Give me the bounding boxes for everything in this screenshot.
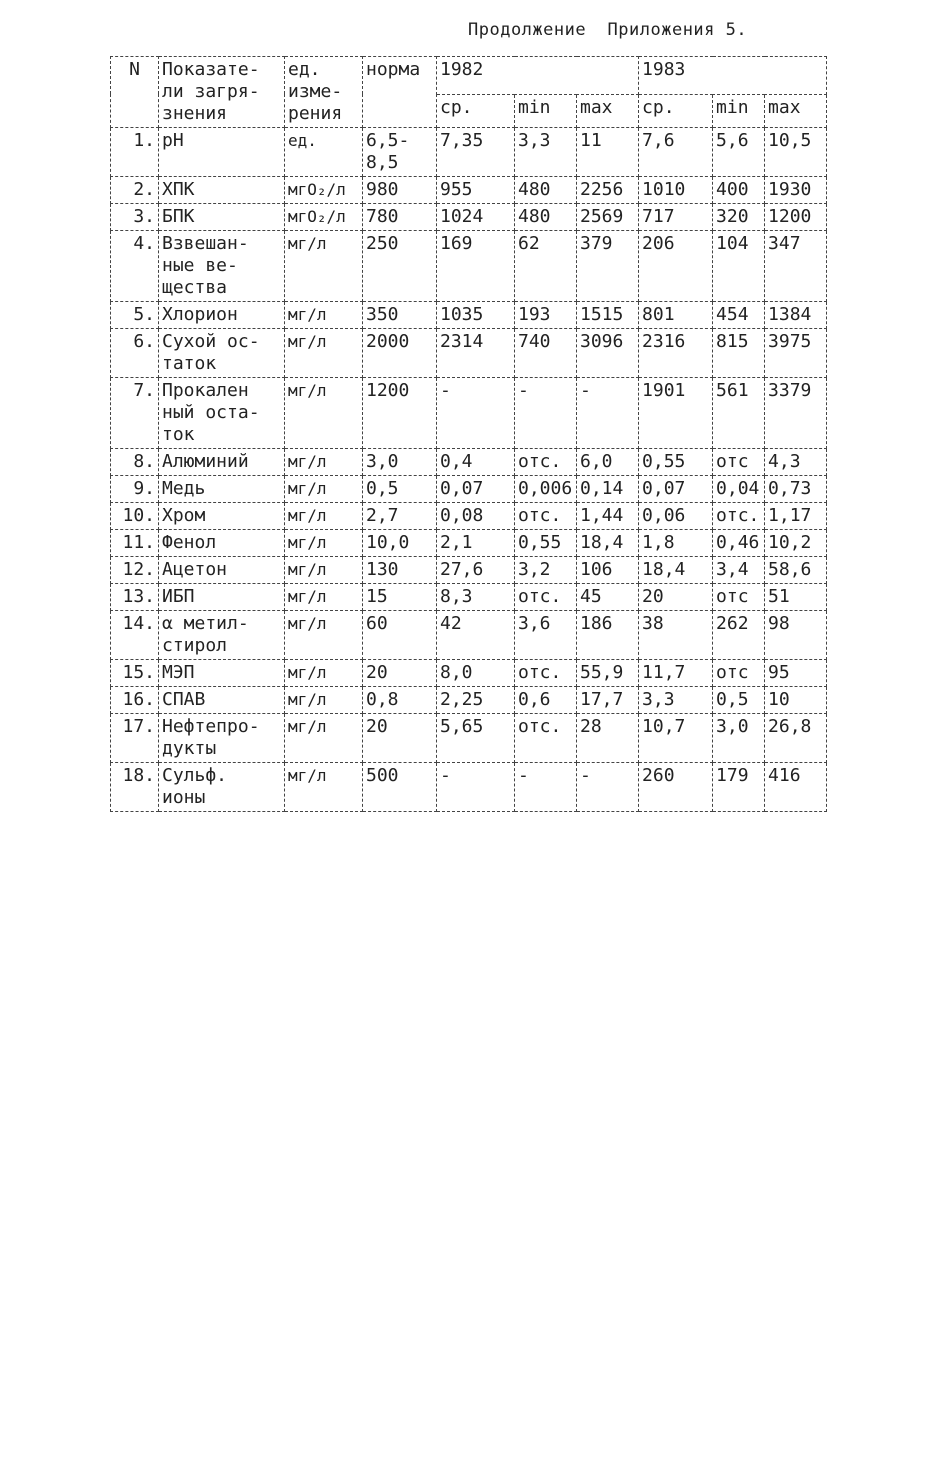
indicator-name: Хром (159, 503, 285, 530)
min-1983-cell: 179 (713, 763, 765, 812)
indicator-name: Алюминий (159, 449, 285, 476)
indicator-name: α метил- стирол (159, 611, 285, 660)
min-1982-cell: 62 (515, 231, 577, 302)
row-number: 12. (111, 557, 159, 584)
avg-1982-cell: 0,4 (437, 449, 515, 476)
row-number: 16. (111, 687, 159, 714)
table-row (111, 231, 827, 302)
max-1982-cell: 0,14 (577, 476, 639, 503)
unit-cell: мг/л (285, 557, 363, 584)
indicator-name: Взвешан- ные ве- щества (159, 231, 285, 302)
avg-1982-cell: 2,25 (437, 687, 515, 714)
unit-cell: мг/л (285, 660, 363, 687)
avg-1983-cell: 0,07 (639, 476, 713, 503)
min-1982-cell: 480 (515, 204, 577, 231)
avg-1983-cell: 38 (639, 611, 713, 660)
min-1982-cell: - (515, 763, 577, 812)
table-row (111, 660, 827, 687)
min-1983-cell: отс (713, 660, 765, 687)
subheader-min: min (713, 94, 765, 127)
unit-cell: мг/л (285, 449, 363, 476)
avg-1983-cell: 1,8 (639, 530, 713, 557)
unit-cell: мг/л (285, 611, 363, 660)
avg-1983-cell: 1010 (639, 177, 713, 204)
avg-1982-cell: 0,08 (437, 503, 515, 530)
unit-cell: мгО₂/л (285, 204, 363, 231)
unit-cell: мг/л (285, 687, 363, 714)
avg-1983-cell: 206 (639, 231, 713, 302)
indicator-name: СПАВ (159, 687, 285, 714)
unit-cell: мг/л (285, 302, 363, 329)
table-row (111, 449, 827, 476)
norm-cell: 60 (363, 611, 437, 660)
max-1983-cell: 10,5 (765, 128, 827, 177)
min-1982-cell: 0,6 (515, 687, 577, 714)
avg-1982-cell: 8,3 (437, 584, 515, 611)
max-1983-cell: 347 (765, 231, 827, 302)
unit-cell: мгО₂/л (285, 177, 363, 204)
avg-1983-cell: 2316 (639, 329, 713, 378)
row-number: 14. (111, 611, 159, 660)
avg-1983-cell: 1901 (639, 378, 713, 449)
avg-1983-cell: 20 (639, 584, 713, 611)
row-number: 3. (111, 204, 159, 231)
table-row (111, 687, 827, 714)
max-1982-cell: 11 (577, 128, 639, 177)
table-row (111, 476, 827, 503)
avg-1982-cell: 169 (437, 231, 515, 302)
indicator-name: Ацетон (159, 557, 285, 584)
avg-1983-cell: 10,7 (639, 714, 713, 763)
min-1983-cell: 3,0 (713, 714, 765, 763)
avg-1983-cell: 3,3 (639, 687, 713, 714)
norm-cell: 350 (363, 302, 437, 329)
unit-cell: мг/л (285, 584, 363, 611)
min-1982-cell: 740 (515, 329, 577, 378)
row-number: 9. (111, 476, 159, 503)
max-1983-cell: 10 (765, 687, 827, 714)
max-1982-cell: 45 (577, 584, 639, 611)
norm-cell: 6,5- 8,5 (363, 128, 437, 177)
max-1982-cell: 379 (577, 231, 639, 302)
row-number: 8. (111, 449, 159, 476)
min-1983-cell: 3,4 (713, 557, 765, 584)
min-1983-cell: отс (713, 584, 765, 611)
max-1982-cell: - (577, 763, 639, 812)
min-1982-cell: 193 (515, 302, 577, 329)
header-norm: норма (363, 57, 437, 128)
avg-1982-cell: 1035 (437, 302, 515, 329)
table-row (111, 302, 827, 329)
subheader-max: max (765, 94, 827, 127)
min-1983-cell: 5,6 (713, 128, 765, 177)
min-1982-cell: 0,006 (515, 476, 577, 503)
indicator-name: Прокален ный оста- ток (159, 378, 285, 449)
table-row (111, 611, 827, 660)
min-1983-cell: 561 (713, 378, 765, 449)
row-number: 1. (111, 128, 159, 177)
min-1982-cell: отс. (515, 449, 577, 476)
min-1983-cell: 454 (713, 302, 765, 329)
row-number: 5. (111, 302, 159, 329)
row-number: 15. (111, 660, 159, 687)
subheader-avg: ср. (437, 94, 515, 127)
min-1983-cell: 0,04 (713, 476, 765, 503)
max-1983-cell: 1200 (765, 204, 827, 231)
norm-cell: 250 (363, 231, 437, 302)
table-row (111, 204, 827, 231)
max-1983-cell: 1384 (765, 302, 827, 329)
min-1983-cell: 320 (713, 204, 765, 231)
min-1982-cell: отс. (515, 503, 577, 530)
indicator-name: pH (159, 128, 285, 177)
norm-cell: 2000 (363, 329, 437, 378)
header-indicator: Показате- ли загря- знения (159, 57, 285, 128)
avg-1982-cell: 0,07 (437, 476, 515, 503)
norm-cell: 780 (363, 204, 437, 231)
max-1983-cell: 95 (765, 660, 827, 687)
subheader-min: min (515, 94, 577, 127)
row-number: 6. (111, 329, 159, 378)
table-row (111, 503, 827, 530)
norm-cell: 0,8 (363, 687, 437, 714)
max-1982-cell: 55,9 (577, 660, 639, 687)
unit-cell: ед. (285, 128, 363, 177)
norm-cell: 10,0 (363, 530, 437, 557)
norm-cell: 20 (363, 660, 437, 687)
subheader-max: max (577, 94, 639, 127)
table-row (111, 584, 827, 611)
min-1983-cell: 262 (713, 611, 765, 660)
max-1983-cell: 1930 (765, 177, 827, 204)
max-1983-cell: 4,3 (765, 449, 827, 476)
indicator-name: БПК (159, 204, 285, 231)
avg-1982-cell: 2314 (437, 329, 515, 378)
min-1982-cell: отс. (515, 584, 577, 611)
avg-1982-cell: 42 (437, 611, 515, 660)
table-row (111, 763, 827, 812)
norm-cell: 15 (363, 584, 437, 611)
avg-1983-cell: 11,7 (639, 660, 713, 687)
row-number: 10. (111, 503, 159, 530)
norm-cell: 500 (363, 763, 437, 812)
max-1982-cell: 2256 (577, 177, 639, 204)
indicator-name: Сульф. ионы (159, 763, 285, 812)
min-1983-cell: 0,46 (713, 530, 765, 557)
unit-cell: мг/л (285, 714, 363, 763)
max-1982-cell: 28 (577, 714, 639, 763)
indicator-name: Медь (159, 476, 285, 503)
row-number: 17. (111, 714, 159, 763)
header-year-1982: 1982 (437, 57, 639, 95)
max-1983-cell: 58,6 (765, 557, 827, 584)
unit-cell: мг/л (285, 378, 363, 449)
avg-1982-cell: 2,1 (437, 530, 515, 557)
min-1982-cell: отс. (515, 660, 577, 687)
unit-cell: мг/л (285, 763, 363, 812)
max-1983-cell: 0,73 (765, 476, 827, 503)
appendix-caption: Продолжение Приложения 5. (468, 20, 748, 40)
avg-1982-cell: 1024 (437, 204, 515, 231)
min-1982-cell: отс. (515, 714, 577, 763)
max-1982-cell: 3096 (577, 329, 639, 378)
avg-1983-cell: 0,55 (639, 449, 713, 476)
table-row (111, 530, 827, 557)
avg-1982-cell: 8,0 (437, 660, 515, 687)
min-1982-cell: 3,6 (515, 611, 577, 660)
min-1982-cell: 3,2 (515, 557, 577, 584)
max-1983-cell: 3379 (765, 378, 827, 449)
indicator-name: ИБП (159, 584, 285, 611)
header-n: N (111, 57, 159, 128)
indicator-name: Фенол (159, 530, 285, 557)
min-1983-cell: 815 (713, 329, 765, 378)
table-row (111, 557, 827, 584)
indicator-name: Нефтепро- дукты (159, 714, 285, 763)
norm-cell: 20 (363, 714, 437, 763)
unit-cell: мг/л (285, 231, 363, 302)
unit-cell: мг/л (285, 476, 363, 503)
max-1982-cell: 1515 (577, 302, 639, 329)
min-1982-cell: - (515, 378, 577, 449)
min-1982-cell: 3,3 (515, 128, 577, 177)
avg-1983-cell: 0,06 (639, 503, 713, 530)
indicator-name: Сухой ос- таток (159, 329, 285, 378)
table-row (111, 329, 827, 378)
min-1982-cell: 0,55 (515, 530, 577, 557)
table-row (111, 128, 827, 177)
table-row (111, 177, 827, 204)
row-number: 18. (111, 763, 159, 812)
min-1983-cell: отс. (713, 503, 765, 530)
indicator-name: Хлорион (159, 302, 285, 329)
max-1982-cell: 17,7 (577, 687, 639, 714)
table-row (111, 714, 827, 763)
subheader-avg: ср. (639, 94, 713, 127)
table-row (111, 378, 827, 449)
max-1983-cell: 10,2 (765, 530, 827, 557)
unit-cell: мг/л (285, 503, 363, 530)
min-1983-cell: 400 (713, 177, 765, 204)
avg-1983-cell: 7,6 (639, 128, 713, 177)
header-year-1983: 1983 (639, 57, 827, 95)
avg-1982-cell: 5,65 (437, 714, 515, 763)
max-1982-cell: 186 (577, 611, 639, 660)
row-number: 13. (111, 584, 159, 611)
avg-1983-cell: 717 (639, 204, 713, 231)
indicator-name: ХПК (159, 177, 285, 204)
pollution-table (110, 56, 827, 812)
avg-1983-cell: 801 (639, 302, 713, 329)
row-number: 4. (111, 231, 159, 302)
min-1983-cell: 0,5 (713, 687, 765, 714)
avg-1982-cell: 27,6 (437, 557, 515, 584)
unit-cell: мг/л (285, 329, 363, 378)
norm-cell: 2,7 (363, 503, 437, 530)
avg-1982-cell: - (437, 763, 515, 812)
avg-1983-cell: 260 (639, 763, 713, 812)
avg-1982-cell: - (437, 378, 515, 449)
max-1983-cell: 51 (765, 584, 827, 611)
header-unit: ед. изме- рения (285, 57, 363, 128)
max-1983-cell: 1,17 (765, 503, 827, 530)
norm-cell: 130 (363, 557, 437, 584)
max-1983-cell: 416 (765, 763, 827, 812)
max-1982-cell: 1,44 (577, 503, 639, 530)
avg-1982-cell: 955 (437, 177, 515, 204)
max-1983-cell: 3975 (765, 329, 827, 378)
avg-1983-cell: 18,4 (639, 557, 713, 584)
header-row (111, 57, 827, 95)
row-number: 11. (111, 530, 159, 557)
unit-cell: мг/л (285, 530, 363, 557)
max-1982-cell: 6,0 (577, 449, 639, 476)
min-1983-cell: отс (713, 449, 765, 476)
norm-cell: 0,5 (363, 476, 437, 503)
max-1982-cell: - (577, 378, 639, 449)
max-1982-cell: 2569 (577, 204, 639, 231)
min-1983-cell: 104 (713, 231, 765, 302)
norm-cell: 3,0 (363, 449, 437, 476)
indicator-name: МЭП (159, 660, 285, 687)
norm-cell: 980 (363, 177, 437, 204)
avg-1982-cell: 7,35 (437, 128, 515, 177)
max-1983-cell: 98 (765, 611, 827, 660)
row-number: 7. (111, 378, 159, 449)
min-1982-cell: 480 (515, 177, 577, 204)
max-1982-cell: 18,4 (577, 530, 639, 557)
norm-cell: 1200 (363, 378, 437, 449)
row-number: 2. (111, 177, 159, 204)
max-1982-cell: 106 (577, 557, 639, 584)
max-1983-cell: 26,8 (765, 714, 827, 763)
